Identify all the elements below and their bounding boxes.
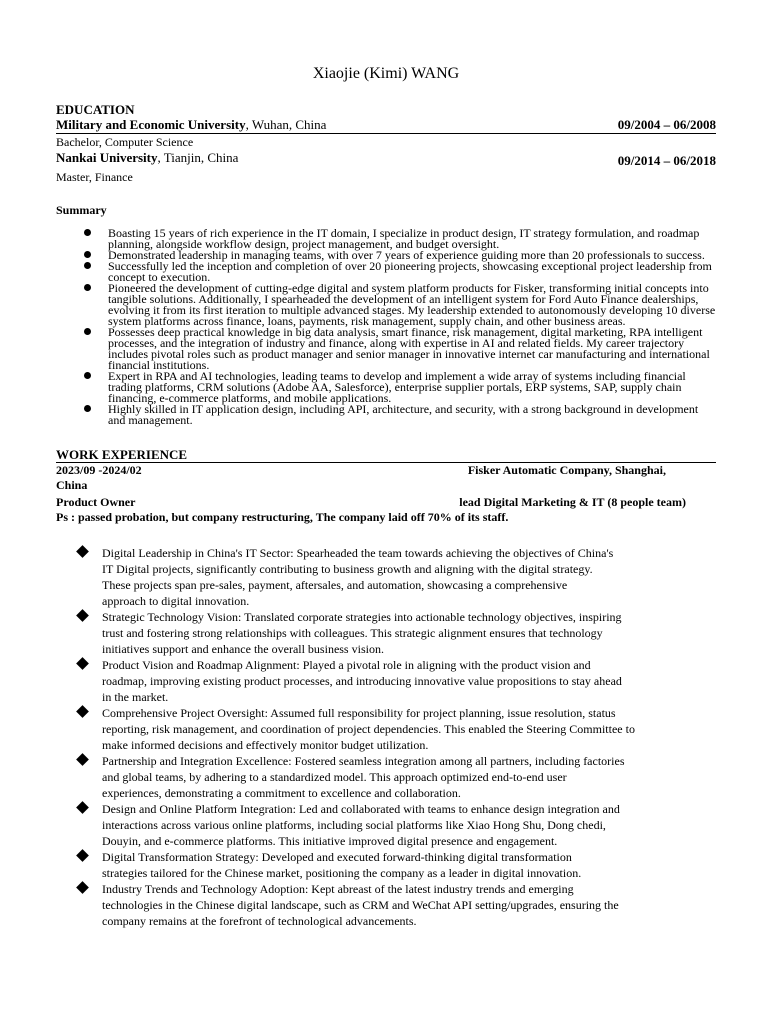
diamond-bullet-icon bbox=[76, 753, 89, 766]
job-header bbox=[56, 463, 716, 478]
work-experience-title: WORK EXPERIENCE bbox=[56, 447, 716, 463]
work-item-continuation bbox=[56, 769, 716, 785]
summary-item-text: Successfully led the inception and completion of over 20 pioneering projects, showcasing exceptional project leadership from concept to execution. bbox=[108, 259, 712, 284]
work-item-text: Digital Transformation Strategy: Developed and executed forward-thinking digital transformation bbox=[102, 850, 572, 864]
candidate-name: Xiaojie (Kimi) WANG bbox=[312, 65, 460, 82]
resume-page bbox=[56, 64, 716, 929]
work-item bbox=[56, 657, 716, 673]
work-item-continuation bbox=[56, 561, 716, 577]
work-item-continuation bbox=[56, 785, 716, 801]
diamond-bullet-icon bbox=[76, 545, 89, 558]
work-item-text: strategies tailored for the Chinese market, positioning the company as a leader in digital innovation. bbox=[102, 866, 582, 880]
work-item-text: Douyin, and e-commerce platforms. This initiative improved digital presence and engagement. bbox=[102, 834, 558, 848]
work-item-text: in the market. bbox=[102, 690, 169, 704]
work-item-text: Partnership and Integration Excellence: Fostered seamless integration among all partners, including factories bbox=[102, 754, 625, 768]
work-item-text: Design and Online Platform Integration: Led and collaborated with teams to enhance design integration and bbox=[102, 802, 620, 816]
work-item-continuation bbox=[56, 817, 716, 833]
school-row bbox=[56, 150, 716, 169]
work-item-text: company remains at the forefront of technological advancements. bbox=[102, 914, 417, 928]
job-company: Fisker Automatic Company, Shanghai, bbox=[467, 463, 666, 477]
work-item bbox=[56, 801, 716, 817]
work-item bbox=[56, 705, 716, 721]
bullet-dot-icon bbox=[84, 251, 91, 258]
work-item-text: reporting, risk management, and coordination of project dependencies. This enabled the Steering Committee to bbox=[102, 722, 635, 736]
job-role-row bbox=[56, 495, 716, 510]
summary-item bbox=[56, 261, 716, 283]
school-degree: Master, Finance bbox=[56, 170, 133, 184]
work-item-continuation bbox=[56, 913, 716, 929]
work-item-text: roadmap, improving existing product processes, and introducing innovative value propositions to stay ahead bbox=[102, 674, 622, 688]
summary-item bbox=[56, 228, 716, 250]
school-name: Military and Economic University bbox=[56, 117, 246, 132]
work-item-text: Industry Trends and Technology Adoption: Kept abreast of the latest industry trends and emerging bbox=[102, 882, 574, 896]
work-item bbox=[56, 753, 716, 769]
job-note: Ps : passed probation, but company restructuring, The company laid off 70% of its staff. bbox=[56, 510, 509, 524]
school-location: , Tianjin, China bbox=[157, 150, 239, 165]
work-item-continuation bbox=[56, 625, 716, 641]
work-item bbox=[56, 849, 716, 865]
bullet-dot-icon bbox=[84, 229, 91, 236]
work-item bbox=[56, 609, 716, 625]
work-item-continuation bbox=[56, 833, 716, 849]
work-bullet-list bbox=[56, 545, 716, 929]
summary-item bbox=[56, 327, 716, 371]
work-item-text: Digital Leadership in China's IT Sector: Spearheaded the team towards achieving the objectives of China's bbox=[102, 546, 614, 560]
bullet-dot-icon bbox=[84, 284, 91, 291]
bullet-dot-icon bbox=[84, 405, 91, 412]
work-item-text: make informed decisions and effectively monitor budget utilization. bbox=[102, 738, 429, 752]
work-item-text: initiatives support and enhance the overall business vision. bbox=[102, 642, 384, 656]
work-item-text: Product Vision and Roadmap Alignment: Played a pivotal role in aligning with the product vision and bbox=[102, 658, 591, 672]
summary-item bbox=[56, 404, 716, 426]
summary-item-text: Demonstrated leadership in managing teams, with over 7 years of experience guiding more than 20 professionals to success. bbox=[108, 248, 705, 262]
work-item-text: IT Digital projects, significantly contributing to business growth and aligning with the digital strategy. bbox=[102, 562, 593, 576]
diamond-bullet-icon bbox=[76, 657, 89, 670]
work-item-continuation bbox=[56, 721, 716, 737]
school-dates: 09/2014 – 06/2018 bbox=[617, 153, 716, 168]
summary-item-text: Highly skilled in IT application design, including API, architecture, and security, with a strong background in development and management. bbox=[108, 402, 699, 427]
work-item-text: experiences, demonstrating a commitment to excellence and collaboration. bbox=[102, 786, 461, 800]
bullet-dot-icon bbox=[84, 328, 91, 335]
bullet-dot-icon bbox=[84, 372, 91, 379]
school-info bbox=[56, 150, 238, 169]
school-degree: Bachelor, Computer Science bbox=[56, 135, 194, 149]
job-dates: 2023/09 -2024/02 bbox=[56, 463, 142, 477]
summary-item bbox=[56, 283, 716, 327]
work-item-text: trust and fostering strong relationships with colleagues. This strategic alignment ensures that technology bbox=[102, 626, 603, 640]
summary-list bbox=[56, 228, 716, 426]
diamond-bullet-icon bbox=[76, 705, 89, 718]
work-item-text: These projects span pre-sales, payment, aftersales, and automation, showcasing a comprehensive bbox=[102, 578, 568, 592]
work-item-text: and global teams, by adhering to a standardized model. This approach optimized end-to-end user bbox=[102, 770, 567, 784]
work-item-continuation bbox=[56, 673, 716, 689]
work-item-text: Comprehensive Project Oversight: Assumed full responsibility for project planning, issue resolution, status bbox=[102, 706, 616, 720]
job-team: lead Digital Marketing & IT (8 people team) bbox=[459, 495, 686, 509]
work-item-continuation bbox=[56, 737, 716, 753]
work-item-continuation bbox=[56, 897, 716, 913]
summary-item bbox=[56, 371, 716, 404]
work-item-text: interactions across various online platforms, including social platforms like Xiao Hong Shu, Dong chedi, bbox=[102, 818, 606, 832]
work-item-continuation bbox=[56, 593, 716, 609]
school-row bbox=[56, 117, 716, 134]
school-name: Nankai University bbox=[56, 150, 158, 165]
education-title: EDUCATION bbox=[56, 102, 135, 117]
work-item-text: Strategic Technology Vision: Translated corporate strategies into actionable technology objectives, inspiring bbox=[102, 610, 622, 624]
diamond-bullet-icon bbox=[76, 881, 89, 894]
diamond-bullet-icon bbox=[76, 609, 89, 622]
summary-item-text: Pioneered the development of cutting-edge digital and system platform products for Fisker, transforming initial concepts into tangible solutions. Additionally, I spearheaded the development of an intelligent system for Ford Auto Finance dealerships, evolving it from its first iteration to multiple advanced stages. My leadership extended to autonomously developing 10 diverse system platforms across finance, loans, payments, risk management, supply chain, and other business areas. bbox=[108, 281, 716, 328]
diamond-bullet-icon bbox=[76, 801, 89, 814]
job-role: Product Owner bbox=[56, 495, 136, 509]
summary-item-text: Expert in RPA and AI technologies, leading teams to develop and implement a wide array of systems including financial trading platforms, CRM solutions (Adobe AA, Salesforce), enterprise supplier portals, ERP systems, SAP, supply chain financing, e-commerce platforms, and mobile applications. bbox=[108, 369, 686, 405]
summary-item-text: Boasting 15 years of rich experience in the IT domain, I specialize in product design, IT strategy formulation, and roadmap planning, alongside workflow design, project management, and budget oversight. bbox=[108, 226, 700, 251]
school-info bbox=[56, 117, 326, 133]
work-item-text: approach to digital innovation. bbox=[102, 594, 250, 608]
diamond-bullet-icon bbox=[76, 849, 89, 862]
school-dates: 09/2004 – 06/2008 bbox=[617, 117, 716, 132]
work-item-continuation bbox=[56, 577, 716, 593]
work-item bbox=[56, 881, 716, 897]
summary-item-text: Possesses deep practical knowledge in big data analysis, smart finance, risk management, digital marketing, RPA intelligent processes, and the integration of industry and finance, along with expertise in AI and related fields. My career trajectory includes pivotal roles such as product manager and senior manager in innovative internet car manufacturing and international financial institutions. bbox=[108, 325, 710, 372]
job-company-continued: China bbox=[56, 478, 88, 492]
work-item-continuation bbox=[56, 641, 716, 657]
work-item-continuation bbox=[56, 689, 716, 705]
summary-title: Summary bbox=[56, 203, 107, 217]
work-item-continuation bbox=[56, 865, 716, 881]
school-location: , Wuhan, China bbox=[245, 117, 327, 132]
work-item bbox=[56, 545, 716, 561]
work-item-text: technologies in the Chinese digital landscape, such as CRM and WeChat API setting/upgrades, ensuring the bbox=[102, 898, 619, 912]
bullet-dot-icon bbox=[84, 262, 91, 269]
